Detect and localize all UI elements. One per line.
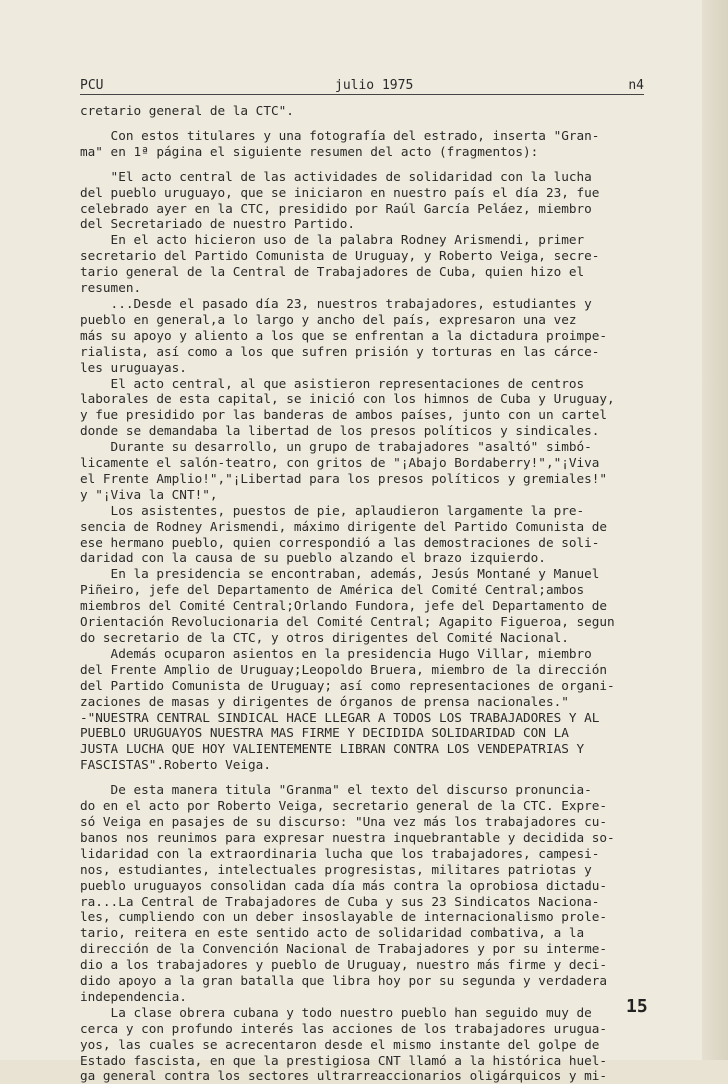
text-line: daridad con la causa de su pueblo alzando el brazo izquierdo. <box>80 550 546 566</box>
text-line: yos, las cuales se acrecentaron desde el mismo instante del golpe de <box>80 1036 600 1052</box>
text-line: El acto central, al que asistieron representaciones de centros <box>80 375 585 391</box>
header-publication: PCU <box>80 78 104 93</box>
header-rule <box>80 94 644 95</box>
page-header <box>80 78 644 94</box>
text-line: ma" en 1ª página el siguiente resumen del acto (fragmentos): <box>80 143 539 159</box>
text-line: -"NUESTRA CENTRAL SINDICAL HACE LLEGAR A TODOS LOS TRABAJADORES Y AL <box>80 709 600 725</box>
text-line: y "¡Viva la CNT!", <box>80 486 218 502</box>
text-line: banos nos reunimos para expresar nuestra inquebrantable y decidida so- <box>80 829 615 845</box>
text-line: En el acto hicieron uso de la palabra Rodney Arismendi, primer <box>80 232 585 248</box>
text-line: laborales de esta capital, se inició con los himnos de Cuba y Uruguay, <box>80 391 615 407</box>
text-line: pueblo uruguayos consolidan cada día más contra la oprobiosa dictadu- <box>80 877 608 893</box>
text-line: Piñeiro, jefe del Departamento de América del Comité Central;ambos <box>80 582 585 598</box>
text-line: cretario general de la CTC". <box>80 103 294 118</box>
text-line: donde se demandaba la libertad de los presos políticos y sindicales. <box>80 423 600 439</box>
text-line: nos, estudiantes, intelectuales progresistas, militares patriotas y <box>80 861 592 877</box>
text-line: dirección de la Convención Nacional de Trabajadores y por su interme- <box>80 941 608 957</box>
text-line: tario general de la Central de Trabajadores de Cuba, quien hizo el <box>80 264 585 280</box>
paragraph <box>80 103 646 119</box>
text-line: Los asistentes, puestos de pie, aplaudieron largamente la pre- <box>80 502 585 518</box>
text-line: cerca y con profundo interés las acciones de los trabajadores urugua- <box>80 1020 608 1036</box>
text-line: lidaridad con la extraordinaria lucha que los trabajadores, campesi- <box>80 845 600 861</box>
text-line: del pueblo uruguayo, que se iniciaron en nuestro país el día 23, fue <box>80 184 600 200</box>
text-line: JUSTA LUCHA QUE HOY VALIENTEMENTE LIBRAN CONTRA LOS VENDEPATRIAS Y <box>80 741 585 757</box>
text-line: Orientación Revolucionaria del Comité Central; Agapito Figueroa, segun <box>80 614 615 630</box>
text-line: "El acto central de las actividades de solidaridad con la lucha <box>80 168 592 184</box>
page-edge-shadow <box>702 0 728 1060</box>
paragraph <box>80 169 646 710</box>
text-line: el Frente Amplio!","¡Libertad para los presos políticos y gremiales!" <box>80 470 608 486</box>
paragraph <box>80 128 646 160</box>
text-line: del Secretariado de nuestro Partido. <box>80 216 355 232</box>
text-line: resumen. <box>80 280 142 296</box>
text-line: del Frente Amplio de Uruguay;Leopoldo Bruera, miembro de la dirección <box>80 661 608 677</box>
text-line: pueblo en general,a lo largo y ancho del país, expresaron una vez <box>80 311 577 327</box>
text-line: más su apoyo y aliento a los que se enfrentan a la dictadura proimpe- <box>80 327 608 343</box>
text-line: só Veiga en pasajes de su discurso: "Una vez más los trabajadores cu- <box>80 813 608 829</box>
paragraph-gap <box>80 119 646 128</box>
text-line: FASCISTAS".Roberto Veiga. <box>80 757 271 773</box>
text-line: En la presidencia se encontraban, además, Jesús Montané y Manuel <box>80 566 600 582</box>
text-line: do secretario de la CTC, y otros dirigentes del Comité Nacional. <box>80 630 569 645</box>
text-line: Durante su desarrollo, un grupo de trabajadores "asaltó" simbó- <box>80 439 592 455</box>
text-line: do en el acto por Roberto Veiga, secretario general de la CTC. Expre- <box>80 798 608 814</box>
text-line: dido apoyo a la gran batalla que libra hoy por su segunda y verdadera <box>80 973 608 989</box>
text-line: Además ocuparon asientos en la presidencia Hugo Villar, miembro <box>80 645 592 661</box>
page-number: 15 <box>626 996 648 1017</box>
text-line: les uruguayas. <box>80 359 187 375</box>
text-line: independencia. <box>80 988 187 1004</box>
header-date: julio 1975 <box>335 78 414 93</box>
text-line: sencia de Rodney Arismendi, máximo dirigente del Partido Comunista de <box>80 518 608 534</box>
text-line: ga general contra los sectores ultrarreaccionarios oligárquicos y mi- <box>80 1068 608 1084</box>
text-line: licamente el salón-teatro, con gritos de "¡Abajo Bordaberry!","¡Viva <box>80 455 600 471</box>
text-line: PUEBLO URUGUAYOS NUESTRA MAS FIRME Y DECIDIDA SOLIDARIDAD CON LA <box>80 725 569 741</box>
text-line: ra...La Central de Trabajadores de Cuba y sus 23 Sindicatos Naciona- <box>80 893 600 909</box>
text-line: secretario del Partido Comunista de Uruguay, y Roberto Veiga, secre- <box>80 248 600 264</box>
text-line: ese hermano pueblo, quien correspondió a las demostraciones de soli- <box>80 534 600 550</box>
paragraph-gap <box>80 773 646 782</box>
text-line: miembros del Comité Central;Orlando Fundora, jefe del Departamento de <box>80 598 608 614</box>
header-issue-number: n4 <box>628 78 644 93</box>
text-line: y fue presidido por las banderas de ambos países, junto con un cartel <box>80 407 608 423</box>
text-line: La clase obrera cubana y todo nuestro pueblo han seguido muy de <box>80 1004 592 1020</box>
text-line: De esta manera titula "Granma" el texto del discurso pronuncia- <box>80 782 592 798</box>
text-line: Estado fascista, en que la prestigiosa CNT llamó a la histórica huel- <box>80 1052 608 1068</box>
paragraph <box>80 782 646 1084</box>
text-line: celebrado ayer en la CTC, presidido por Raúl García Peláez, miembro <box>80 200 592 216</box>
text-line: dio a los trabajadores y pueblo de Uruguay, nuestro más firme y deci- <box>80 957 608 973</box>
paragraph <box>80 710 646 774</box>
paragraph-gap <box>80 160 646 169</box>
article-body <box>80 103 646 1084</box>
text-line: del Partido Comunista de Uruguay; así como representaciones de organi- <box>80 677 615 693</box>
text-line: Con estos titulares y una fotografía del estrado, inserta "Gran- <box>80 127 600 143</box>
text-line: les, cumpliendo con un deber insoslayable de internacionalismo prole- <box>80 909 608 925</box>
text-line: zaciones de masas y dirigentes de órganos de prensa nacionales." <box>80 693 569 709</box>
text-line: tario, reitera en este sentido acto de solidaridad combativa, a la <box>80 925 585 941</box>
text-line: rialista, así como a los que sufren prisión y torturas en las cárce- <box>80 343 600 359</box>
text-line: ...Desde el pasado día 23, nuestros trabajadores, estudiantes y <box>80 295 592 311</box>
